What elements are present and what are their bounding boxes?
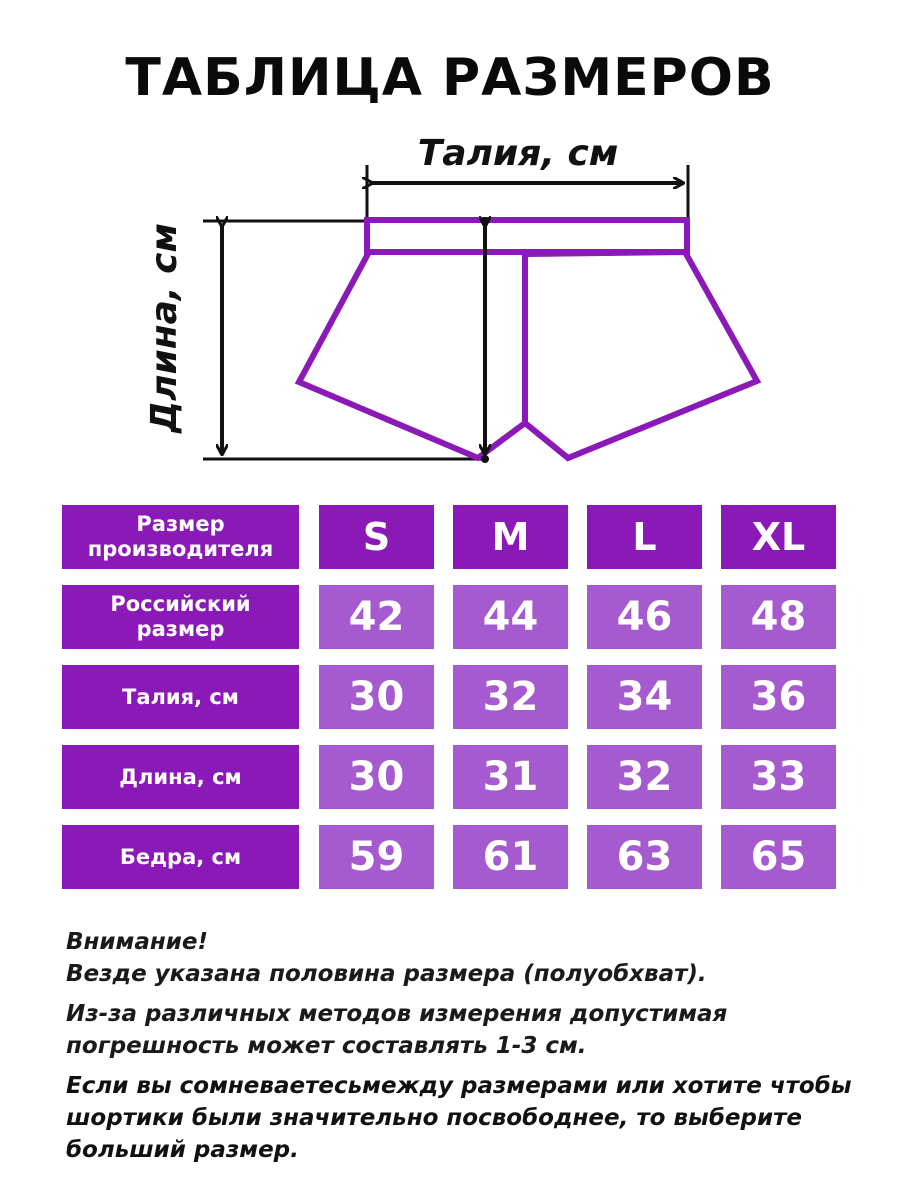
cell-length-m: 31 <box>453 745 568 809</box>
cell-russian-xl: 48 <box>721 585 836 649</box>
center-dot-bottom <box>481 455 489 463</box>
center-dot-top <box>481 217 489 225</box>
cell-waist-l: 34 <box>587 665 702 729</box>
notes-block <box>66 926 886 1166</box>
cell-length-xl: 33 <box>721 745 836 809</box>
row-label-length: Длина, см <box>62 745 299 809</box>
cell-waist-xl: 36 <box>721 665 836 729</box>
cell-waist-s: 30 <box>319 665 434 729</box>
shorts-outline <box>299 220 757 458</box>
cell-length-l: 32 <box>587 745 702 809</box>
cell-waist-m: 32 <box>453 665 568 729</box>
row-label-russian-size: Российский размер <box>62 585 299 649</box>
note-tolerance: Из-за различных методов измерения допустимая погрешность может составлять 1-3 см. <box>66 1001 728 1059</box>
waist-label: Талия, см <box>417 133 619 174</box>
note-advice: Если вы сомневаетесьмежду размерами или хотите чтобы шортики были значительно посвободнее, то выберите больший размер. <box>66 1073 852 1163</box>
cell-russian-l: 46 <box>587 585 702 649</box>
shorts-diagram <box>0 120 900 480</box>
length-label: Длина, см <box>144 223 185 433</box>
note-half-size: Везде указана половина размера (полуобхват). <box>66 961 707 987</box>
cell-hips-xl: 65 <box>721 825 836 889</box>
row-label-hips: Бедра, см <box>62 825 299 889</box>
header-label: Размер производителя <box>62 505 299 569</box>
cell-russian-m: 44 <box>453 585 568 649</box>
header-size-s: S <box>319 505 434 569</box>
page-title: ТАБЛИЦА РАЗМЕРОВ <box>125 48 775 108</box>
note-attention: Внимание! <box>66 929 208 955</box>
row-label-waist: Талия, см <box>62 665 299 729</box>
header-size-l: L <box>587 505 702 569</box>
cell-length-s: 30 <box>319 745 434 809</box>
cell-hips-l: 63 <box>587 825 702 889</box>
cell-russian-s: 42 <box>319 585 434 649</box>
header-size-m: M <box>453 505 568 569</box>
cell-hips-s: 59 <box>319 825 434 889</box>
cell-hips-m: 61 <box>453 825 568 889</box>
header-size-xl: XL <box>721 505 836 569</box>
